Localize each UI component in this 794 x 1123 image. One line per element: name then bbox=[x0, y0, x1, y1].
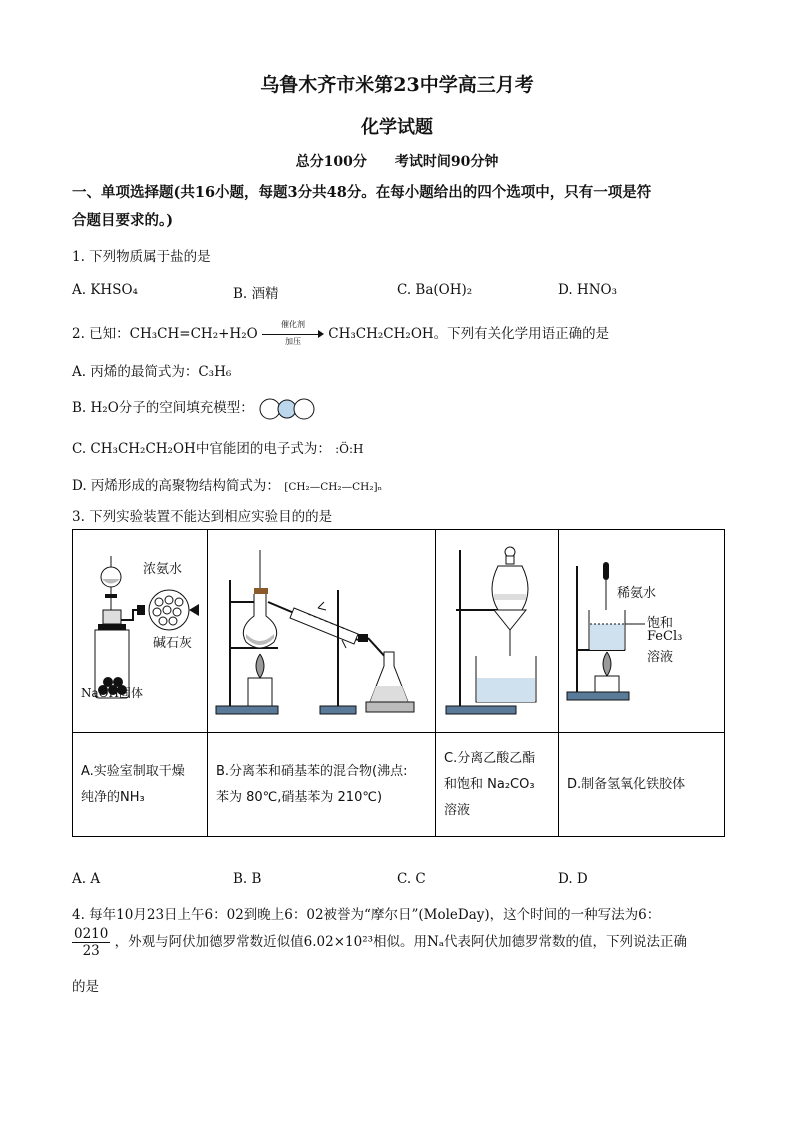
caption-c-line3: 溶液 bbox=[444, 802, 471, 818]
exam-title: 乌鲁木齐市米第23中学高三月考 bbox=[260, 74, 534, 96]
q1-option-d: D. HNO₃ bbox=[558, 282, 617, 298]
label-saturated: 饱和 bbox=[647, 616, 674, 631]
apparatus-b-cell bbox=[208, 530, 436, 733]
q2-stem-suffix: CH₃CH₂CH₂OH。下列有关化学用语正确的是 bbox=[328, 326, 610, 342]
arrow-bottom-label: 加压 bbox=[284, 336, 301, 346]
caption-c-line1: C.分离乙酸乙酯 bbox=[444, 750, 536, 766]
caption-b bbox=[208, 733, 436, 837]
label-dilute-ammonia: 稀氨水 bbox=[617, 586, 657, 601]
q3-stem: 3. 下列实验装置不能达到相应实验目的的是 bbox=[72, 509, 333, 525]
label-conc-ammonia: 浓氨水 bbox=[143, 562, 183, 577]
q1-option-a: A. KHSO₄ bbox=[72, 282, 138, 298]
q2-option-c bbox=[72, 437, 364, 457]
q3-option-d: D. D bbox=[558, 871, 588, 887]
caption-a-line1: A.实验室制取干燥 bbox=[81, 763, 185, 779]
q2-stem bbox=[72, 319, 610, 346]
subject-title: 化学试题 bbox=[361, 117, 433, 138]
q3-option-c: C. C bbox=[397, 871, 426, 887]
q1-stem: 1. 下列物质属于盐的是 bbox=[72, 249, 211, 265]
q2-option-b bbox=[72, 396, 318, 421]
apparatus-d-drawing bbox=[559, 532, 724, 730]
caption-a bbox=[73, 733, 208, 837]
arrow-top-label: 催化剂 bbox=[280, 319, 305, 329]
q2-option-d-formula: [CH₂—CH₂—CH₂]ₙ bbox=[284, 481, 383, 493]
caption-b-line2: 苯为 80℃,硝基苯为 210℃) bbox=[216, 789, 383, 805]
q4-fraction-numerator: 0210 bbox=[74, 926, 109, 942]
q4-line3: 的是 bbox=[72, 979, 99, 995]
section-heading-line2: 合题目要求的。) bbox=[72, 212, 174, 229]
apparatus-c-cell bbox=[436, 530, 559, 733]
q4-line1: 4. 每年10月23日上午6：02到晚上6：02被誉为“摩尔日”(MoleDay)，这个时间的一种写法为6： bbox=[72, 907, 661, 923]
q4-line2-text: ，外观与阿伏加德罗常数近似值6.02×10²³相似。用Nₐ代表阿伏加德罗常数的值，下列说法正确 bbox=[114, 934, 688, 950]
label-fecl3: FeCl₃ bbox=[647, 629, 683, 644]
caption-d bbox=[559, 733, 725, 837]
reaction-arrow bbox=[262, 319, 324, 346]
apparatus-a-cell bbox=[73, 530, 208, 733]
q2-option-c-text: C. CH₃CH₂CH₂OH中官能团的电子式为： bbox=[72, 441, 331, 457]
exam-meta: 总分100分 考试时间90分钟 bbox=[295, 154, 499, 170]
q4-fraction-denominator: 23 bbox=[82, 943, 100, 959]
q3-option-a: A. A bbox=[72, 871, 101, 887]
apparatus-d-cell bbox=[559, 530, 725, 733]
q4-fraction bbox=[72, 926, 110, 959]
q1-option-b: B. 酒精 bbox=[233, 286, 279, 302]
q2-option-a: A. 丙烯的最简式为：C₃H₆ bbox=[72, 364, 232, 380]
label-solution: 溶液 bbox=[647, 650, 674, 665]
q2-option-b-text: B. H₂O分子的空间填充模型： bbox=[72, 400, 254, 416]
water-space-filling-model bbox=[258, 397, 318, 421]
label-naoh-solid: NaOH固体 bbox=[81, 686, 143, 700]
apparatus-table bbox=[72, 529, 725, 837]
caption-c bbox=[436, 733, 559, 837]
section-heading-line1: 一、单项选择题(共16小题，每题3分共48分。在每小题给出的四个选项中，只有一项是符 bbox=[72, 184, 652, 201]
q2-stem-prefix: 2. 已知：CH₃CH=CH₂+H₂O bbox=[72, 326, 258, 342]
q2-option-c-formula: :Ö:H bbox=[335, 442, 364, 456]
label-soda-lime: 碱石灰 bbox=[153, 636, 193, 651]
q4-line2 bbox=[72, 926, 687, 959]
q2-option-d bbox=[72, 474, 382, 494]
q2-option-d-text: D. 丙烯形成的高聚物结构简式为： bbox=[72, 478, 280, 494]
apparatus-b-drawing bbox=[208, 530, 435, 728]
caption-a-line2: 纯净的NH₃ bbox=[81, 789, 145, 805]
caption-d-line1: D.制备氢氧化铁胶体 bbox=[567, 776, 686, 792]
q1-option-c: C. Ba(OH)₂ bbox=[397, 282, 473, 298]
caption-b-line1: B.分离苯和硝基苯的混合物(沸点: bbox=[216, 763, 408, 779]
q3-option-b: B. B bbox=[233, 871, 262, 887]
caption-c-line2: 和饱和 Na₂CO₃ bbox=[444, 776, 535, 792]
apparatus-c-drawing bbox=[436, 530, 558, 728]
